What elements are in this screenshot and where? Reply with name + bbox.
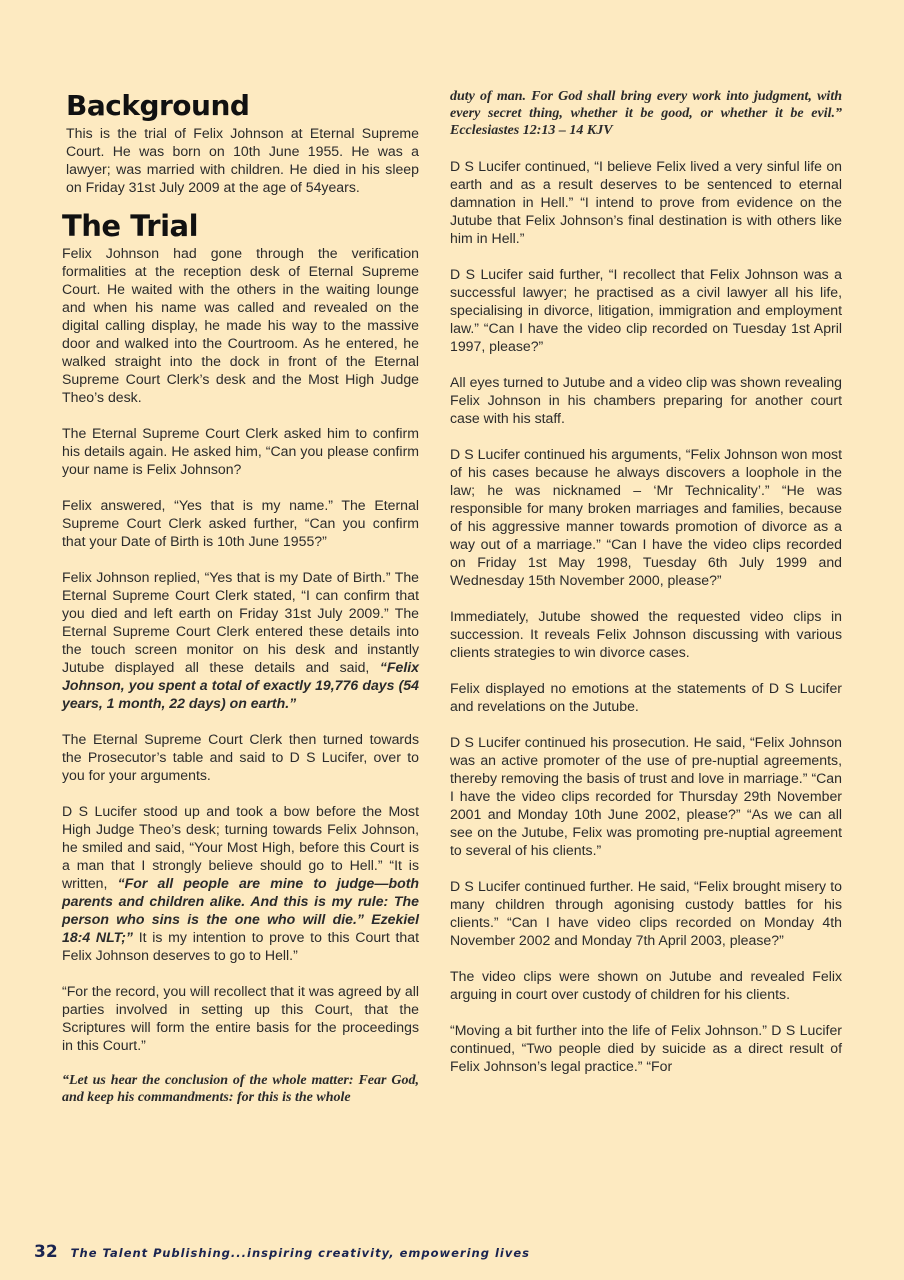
trial-paragraph-5: The Eternal Supreme Court Clerk then turned towards the Prosecutor’s table and said to D S Lucifer, over to you for your arguments. bbox=[62, 731, 419, 783]
left-column bbox=[62, 88, 419, 1124]
jutube-quote: “Felix Johnson, you spent a total of exactly 19,776 days (54 years, 1 month, 22 days) on earth.” bbox=[62, 659, 419, 711]
page-footer bbox=[34, 1242, 530, 1262]
paragraph-text: Felix Johnson replied, “Yes that is my Date of Birth.” The Eternal Supreme Court Clerk stated, “I can confirm that you died and left earth on Friday 31st July 2009.” The Eternal Supreme Court Clerk entered these details into the touch screen monitor on his desk and instantly Jutube displayed all these details and said, bbox=[62, 569, 419, 675]
right-paragraph-7: D S Lucifer continued his prosecution. He said, “Felix Johnson was an active promoter of the use of pre-nuptial agreements, thereby removing the basis of trust and love in marriage.” “Can I have the video clips recorded for Thursday 29th November 2001 and Monday 10th June 2002, please?” “As we can all see on the Jutube, Felix was promoting pre-nuptial agreement to several of his clients.” bbox=[450, 734, 842, 858]
page-number: 32 bbox=[34, 1242, 58, 1262]
trial-paragraph-6 bbox=[62, 802, 419, 964]
publisher-tagline: The Talent Publishing...inspiring creativity, empowering lives bbox=[70, 1246, 530, 1260]
right-paragraph-10: “Moving a bit further into the life of Felix Johnson.” D S Lucifer continued, “Two people died by suicide as a direct result of Felix Johnson’s legal practice.” “For bbox=[450, 1022, 842, 1074]
trial-paragraph-7: “For the record, you will recollect that it was agreed by all parties involved in setting up this Court, that the Scriptures will form the entire basis for the proceedings in this Court.” bbox=[62, 983, 419, 1053]
paragraph-text: D S Lucifer stood up and took a bow before the Most High Judge Theo’s desk; turning towards Felix Johnson, he smiled and said, “Your Most High, before this Court is a man that I strongly believe should go to Hell.” “It is written, bbox=[62, 803, 419, 891]
right-paragraph-1: D S Lucifer continued, “I believe Felix lived a very sinful life on earth and as a result deserves to be sentenced to eternal damnation in Hell.” “I intend to prove from evidence on the Jutube that Felix Johnson’s final destination is with others like him in Hell.” bbox=[450, 158, 842, 246]
paragraph-text: It is my intention to prove to this Court that Felix Johnson deserves to go to Hell.” bbox=[62, 929, 420, 963]
right-paragraph-2: D S Lucifer said further, “I recollect that Felix Johnson was a successful lawyer; he practised as a civil lawyer all his life, specialising in divorce, litigation, immigration and employment law.” “Can I have the video clip recorded on Tuesday 1st April 1997, please?” bbox=[450, 266, 842, 354]
right-paragraph-3: All eyes turned to Jutube and a video clip was shown revealing Felix Johnson in his chambers preparing for another court case with his staff. bbox=[450, 374, 842, 426]
background-paragraph: This is the trial of Felix Johnson at Eternal Supreme Court. He was born on 10th June 1955. He was a lawyer; was married with children. He died in his sleep on Friday 31st July 2009 at the age of 54years. bbox=[66, 125, 419, 195]
trial-paragraph-3: Felix answered, “Yes that is my name.” The Eternal Supreme Court Clerk asked further, “Can you confirm that your Date of Birth is 10th June 1955?” bbox=[62, 497, 419, 549]
trial-paragraph-2: The Eternal Supreme Court Clerk asked him to confirm his details again. He asked him, “Can you please confirm your name is Felix Johnson? bbox=[62, 425, 419, 477]
ecclesiastes-quote-end: duty of man. For God shall bring every work into judgment, with every secret thing, whether it be good, or whether it be evil.” Ecclesiastes 12:13 – 14 KJV bbox=[450, 89, 842, 138]
right-paragraph-8: D S Lucifer continued further. He said, “Felix brought misery to many children through agonising custody battles for his clients.” “Can I have video clips recorded on Monday 4th November 2002 and Monday 7th April 2003, please?” bbox=[450, 878, 842, 948]
right-paragraph-5: Immediately, Jutube showed the requested video clips in succession. It reveals Felix Johnson discussing with various clients strategies to win divorce cases. bbox=[450, 608, 842, 660]
right-column bbox=[450, 88, 842, 1093]
background-heading: Background bbox=[66, 89, 250, 122]
ezekiel-quote: “For all people are mine to judge—both parents and children alike. And this is my rule: The person who sins is the one who will die.” Ezekiel 18:4 NLT;” bbox=[62, 875, 420, 945]
trial-heading: The Trial bbox=[62, 209, 199, 243]
ecclesiastes-quote-start: “Let us hear the conclusion of the whole matter: Fear God, and keep his commandments: for this is the whole bbox=[62, 1073, 419, 1105]
right-paragraph-9: The video clips were shown on Jutube and revealed Felix arguing in court over custody of children for his clients. bbox=[450, 968, 842, 1002]
right-paragraph-4: D S Lucifer continued his arguments, “Felix Johnson won most of his cases because he always discovers a loophole in the law; he was nicknamed – ‘Mr Technicality’.” “He was responsible for many broken marriages and families, because of his aggressive manner towards promotion of divorce as a way out of a marriage.” “Can I have the video clips recorded on Friday 1st May 1998, Tuesday 6th July 1999 and Wednesday 15th November 2000, please?” bbox=[450, 446, 842, 588]
right-paragraph-6: Felix displayed no emotions at the statements of D S Lucifer and revelations on the Jutube. bbox=[450, 680, 842, 714]
trial-paragraph-1: Felix Johnson had gone through the verification formalities at the reception desk of Eternal Supreme Court. He waited with the others in the waiting lounge and when his name was called and revealed on the digital calling display, he made his way to the massive door and walked into the Courtroom. As he entered, he walked straight into the dock in front of the Eternal Supreme Court Clerk’s desk and the Most High Judge Theo’s desk. bbox=[62, 245, 419, 405]
trial-paragraph-4 bbox=[62, 568, 419, 712]
